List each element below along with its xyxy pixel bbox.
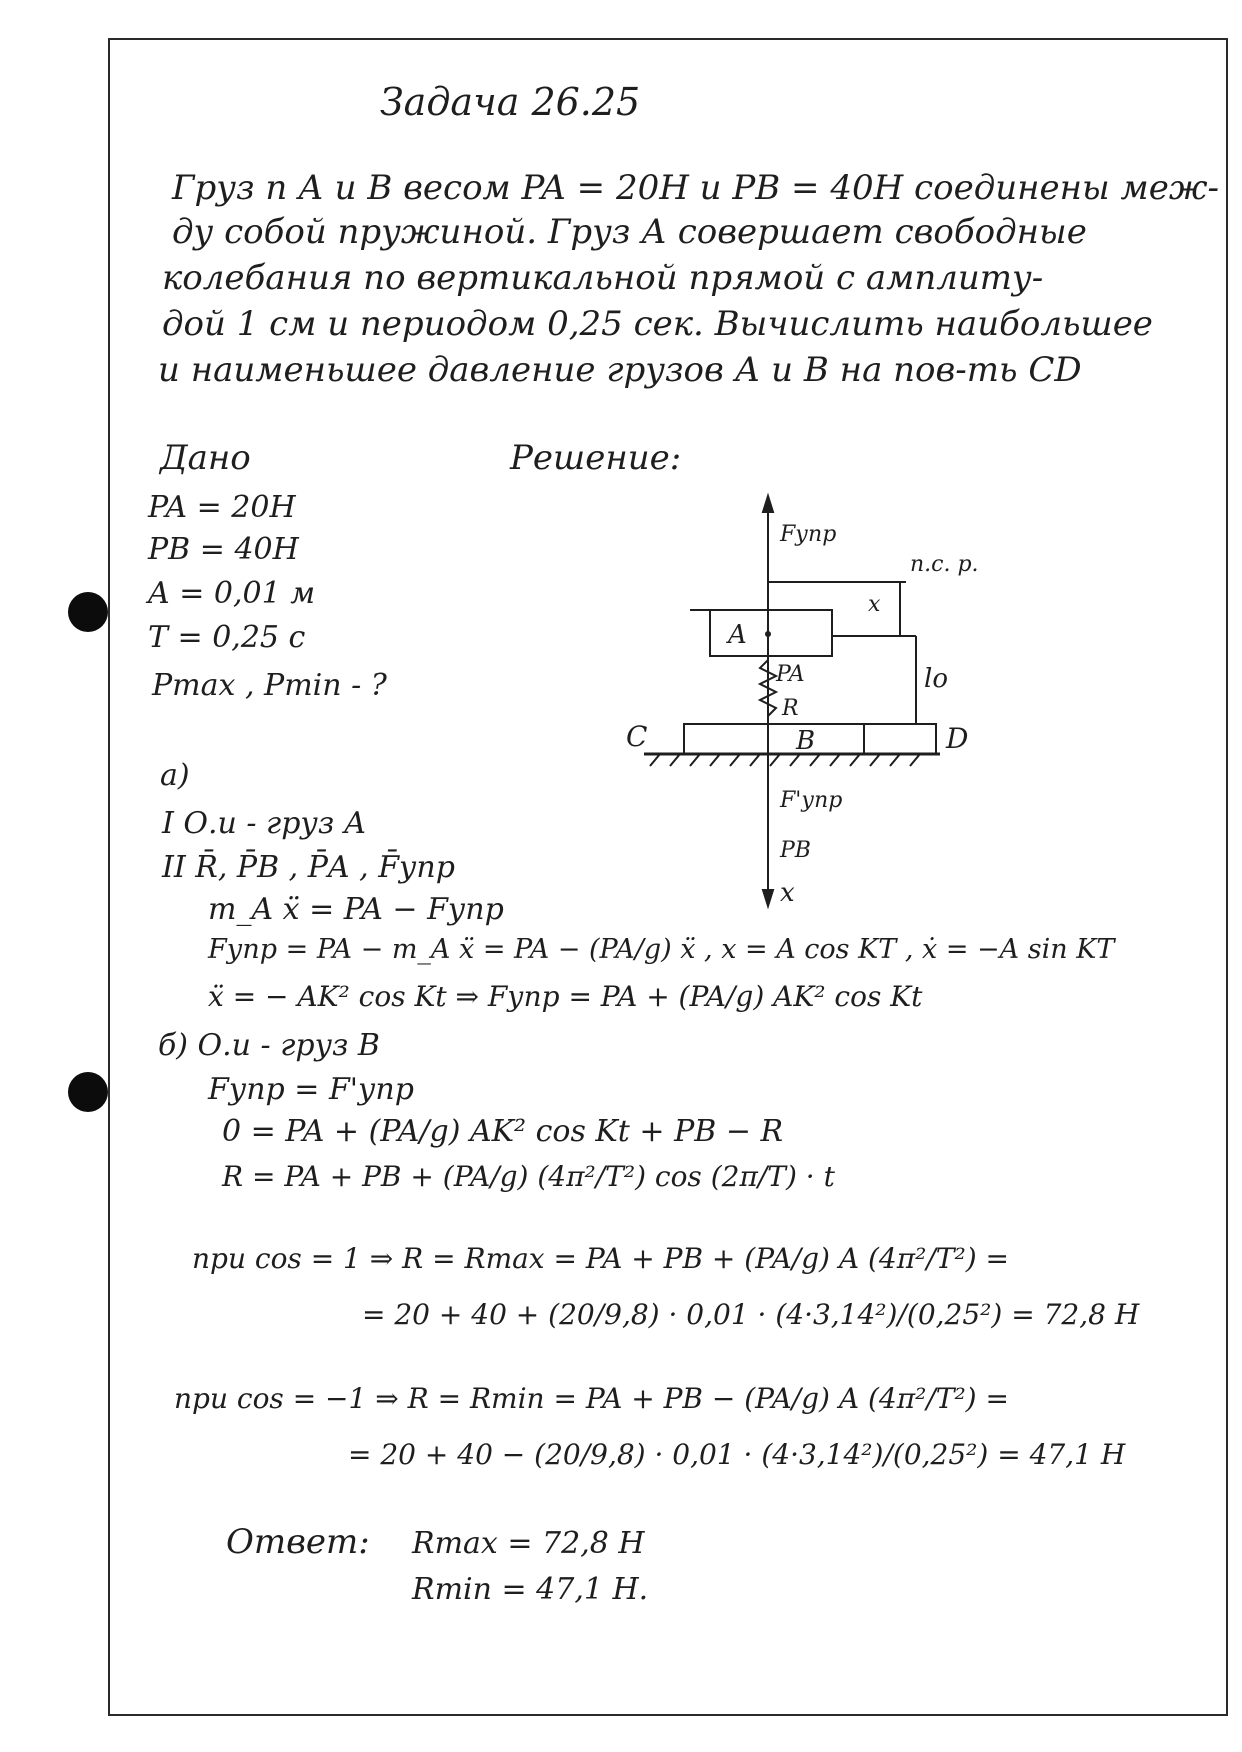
block-b xyxy=(684,724,864,754)
answer-rmax: Rmax = 72,8 H xyxy=(412,1526,645,1561)
solution-line: 0 = PA + (PA/g) AK² cos Kt + PB − R xyxy=(222,1114,784,1149)
solution-line: а) xyxy=(160,758,190,793)
solution-line: при cos = −1 ⇒ R = Rmin = PA + PB − (PA/g) A (4π²/T²) = xyxy=(174,1382,1009,1415)
c-label: C xyxy=(626,720,648,753)
problem-line: дой 1 см и периодом 0,25 сек. Вычислить наибольшее xyxy=(162,304,1153,344)
axis-x-label: x xyxy=(780,878,795,908)
answer-label: Ответ: xyxy=(226,1522,370,1562)
force-arrow-up xyxy=(763,496,773,512)
problem-line: и наименьшее давление грузов А и В на пов-ть CD xyxy=(158,350,1082,390)
x-label: x xyxy=(868,592,881,617)
solution-line: = 20 + 40 − (20/9,8) · 0,01 · (4·3,14²)/(0,25²) = 47,1 H xyxy=(348,1438,1126,1471)
solution-line: Fупр = PA − m_A ẍ = PA − (PA/g) ẍ , x = A cos KT , ẋ = −A sin KT xyxy=(208,934,1115,965)
pa-label: PA xyxy=(776,662,805,687)
problem-title: Задача 26.25 xyxy=(380,80,641,124)
problem-line: колебания по вертикальной прямой с амплиту- xyxy=(162,258,1044,298)
block-b-label: B xyxy=(796,726,816,756)
given-header: Дано xyxy=(160,438,251,478)
given-item: Pmax , Pmin - ? xyxy=(152,668,387,703)
problem-line: ду собой пружиной. Груз А совершает свободные xyxy=(172,212,1087,252)
lo-label: lo xyxy=(924,664,948,694)
f-upr-label: Fупр xyxy=(780,522,837,547)
given-item: PA = 20H xyxy=(148,490,296,525)
solution-line: б) О.и - груз В xyxy=(158,1028,380,1063)
solution-line: m_A ẍ = PA − Fупр xyxy=(208,892,504,927)
f-upr-prime-label: F'упр xyxy=(780,788,843,813)
solution-line: ẍ = − AK² cos Kt ⇒ Fупр = PA + (PA/g) AK² cos Kt xyxy=(208,980,923,1013)
given-item: PB = 40H xyxy=(148,532,299,567)
solution-line: I О.и - груз А xyxy=(162,806,367,841)
cd-surface-right xyxy=(864,724,936,754)
given-item: A = 0,01 м xyxy=(148,576,316,611)
force-arrow-down xyxy=(763,890,773,906)
solution-line: Fупр = F'упр xyxy=(208,1072,414,1107)
d-label: D xyxy=(946,722,969,755)
solution-line: II R̄, P̄B , P̄A , F̄упр xyxy=(162,850,455,885)
given-item: T = 0,25 с xyxy=(148,620,306,655)
block-a-label: A xyxy=(728,620,747,650)
problem-line: Груз п А и В весом PA = 20Н и PB = 40Н соединены меж- xyxy=(172,168,1219,208)
answer-rmin: Rmin = 47,1 H. xyxy=(412,1572,649,1607)
equilibrium-label: п.с. р. xyxy=(910,552,979,577)
r-label: R xyxy=(782,696,799,721)
solution-line: при cos = 1 ⇒ R = Rmax = PA + PB + (PA/g) A (4π²/T²) = xyxy=(192,1242,1009,1275)
solution-line: = 20 + 40 + (20/9,8) · 0,01 · (4·3,14²)/(0,25²) = 72,8 H xyxy=(362,1298,1140,1331)
pb-label: PB xyxy=(780,838,811,863)
solution-line: R = PA + PB + (PA/g) (4π²/T²) cos (2π/T) · t xyxy=(222,1160,835,1193)
solution-header: Решение: xyxy=(510,438,682,478)
